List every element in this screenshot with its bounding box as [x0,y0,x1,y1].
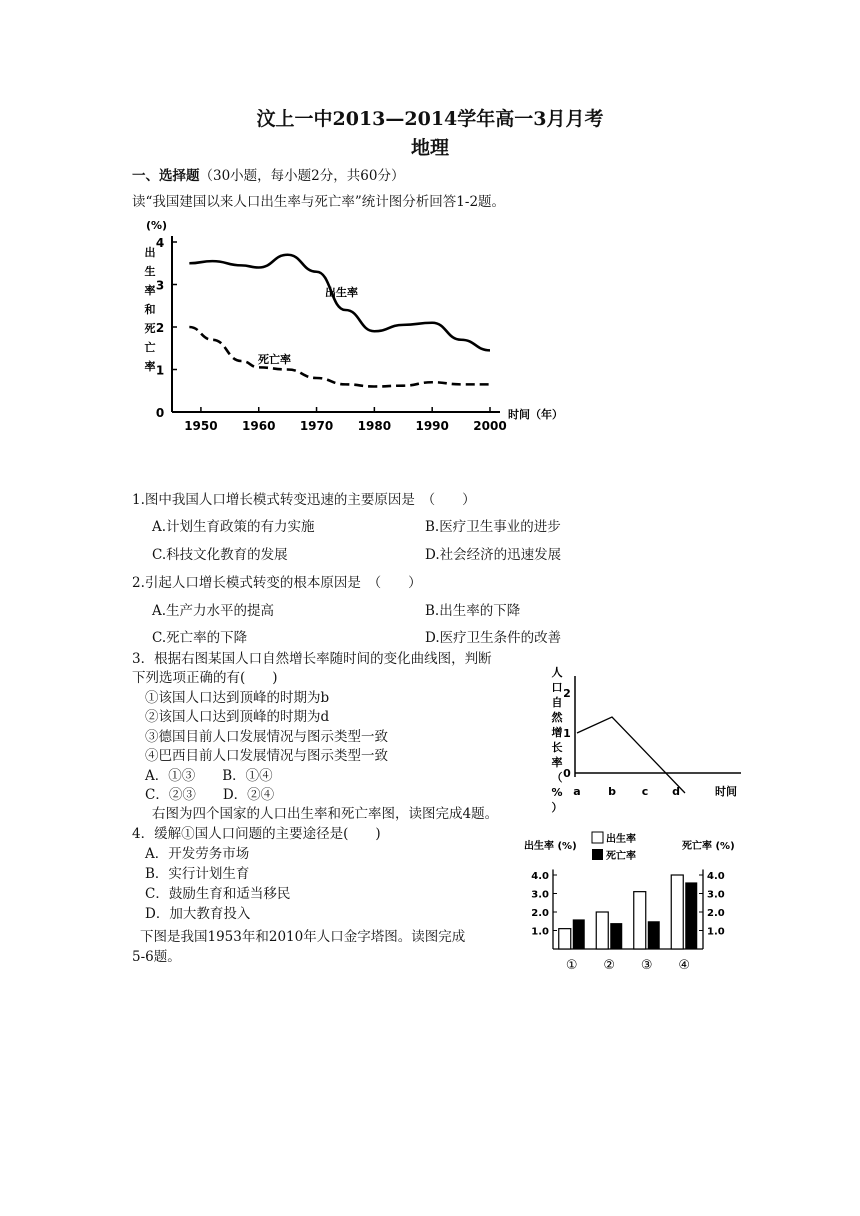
intro-5b: 5-6题。 [132,949,181,965]
q3-option-3: ③德国目前人口发展情况与图示类型一致 [145,729,388,745]
chart3-right-tick-label: 2.0 [707,908,725,919]
legend-death-swatch [592,849,603,860]
death-rate-line [189,327,490,387]
q2-option-c: C.死亡率的下降 [152,630,248,646]
chart2-x-tick-label: b [608,785,616,798]
chart3-left-tick-label: 2.0 [531,908,549,919]
chart1-x-label: 时间（年） [508,408,563,421]
q2-option-a: A.生产力水平的提高 [152,603,275,619]
chart2-y-tick-label: 2 [563,687,571,700]
chart2-x-label: 时间 [715,785,737,798]
chart3-left-tick-label: 3.0 [531,889,549,901]
q4-stem: 4．缓解①国人口问题的主要途径是( ) [132,826,381,842]
chart1-x-tick-label: 1970 [299,419,334,433]
chart2-y-label-char: 自 [551,696,563,709]
chart2-y-label-char: % [551,786,563,799]
q3-choices-ab: A．①③ B．①④ [145,768,273,784]
chart1-x-tick-label: 1990 [415,419,449,433]
q3-choices-cd: C．②③ D．②④ [145,787,275,803]
chart3-right-tick-label: 4.0 [707,871,725,882]
q3-stem-2: 下列选项正确的有( ) [132,670,278,686]
death-rate-bar [610,923,622,949]
growth-rate-line [577,717,685,793]
chart1-y-label-char: 率 [144,360,156,373]
intro-1: 读“我国建国以来人口出生率与死亡率”统计图分析回答1-2题。 [132,194,506,210]
chart3-bars [559,875,698,949]
chart2-y-label-char: 增 [551,726,563,739]
intro-5a: 下图是我国1953年和2010年人口金字塔图。读图完成 [140,929,466,945]
death-rate-bar [648,921,660,949]
chart1-y-label-char: 和 [144,303,156,316]
chart2-y-label-char: 长 [551,741,563,754]
chart2-axes [575,676,741,777]
q2-stem: 2.引起人口增长模式转变的根本原因是 （ ） [132,575,422,591]
birth-death-bar-chart [518,825,748,975]
chart2-y-label-char: 人 [551,666,563,679]
chart2-ticks [563,687,680,798]
q3-option-2: ②该国人口达到顶峰的时期为d [145,709,330,725]
chart1-y-label-char: 亡 [144,341,156,354]
chart3-category-label: ② [603,958,616,973]
q1-option-a: A.计划生育政策的有力实施 [152,519,315,535]
chart1-ticks [156,236,507,433]
legend-birth-label: 出生率 [606,834,636,845]
death-rate-bar [685,882,697,949]
chart2-y-label [551,666,563,814]
chart1-x-tick-label: 2000 [473,419,507,433]
birth-death-rate-chart [130,212,563,437]
chart1-y-label-char: 生 [144,265,156,278]
intro-4: 右图为四个国家的人口出生率和死亡率图，读图完成4题。 [152,806,499,822]
chart1-unit: (%) [146,219,168,232]
birth-rate-bar [634,892,646,949]
chart1-y-label-char: 出 [144,246,156,259]
q2-option-b: B.出生率的下降 [425,603,521,619]
chart3-category-label: ① [565,958,578,973]
chart2-x-tick-label: a [573,785,581,798]
chart1-y-tick-label: 0 [155,406,165,420]
chart2-y-label-char: 口 [551,681,563,694]
q2-option-d: D.医疗卫生条件的改善 [425,630,562,646]
chart3-left-tick-label: 4.0 [531,871,549,882]
chart1-x-tick-label: 1980 [357,419,392,433]
chart3-right-label: 死亡率 (%) [682,841,735,852]
chart1-series [189,255,490,387]
q3-option-4: ④巴西目前人口发展情况与图示类型一致 [145,748,388,764]
chart1-y-tick-label: 2 [155,321,165,335]
chart3-right-tick-label: 3.0 [707,889,725,901]
section-note: （30小题，每小题2分，共60分） [199,168,405,184]
chart1-birth-label: 出生率 [325,286,358,299]
q4-option-c: C．鼓励生育和适当移民 [145,886,291,902]
legend-birth-swatch [592,832,603,843]
birth-rate-bar [559,929,571,949]
q3-stem-1: 3．根据右图某国人口自然增长率随时间的变化曲线图，判断 [132,651,492,667]
q3-option-1: ①该国人口达到顶峰的时期为b [145,690,330,706]
chart3-left-label: 出生率 (%) [524,841,577,852]
chart3-category-label: ④ [678,958,691,973]
growth-rate-chart [535,658,745,814]
q1-stem: 1.图中我国人口增长模式转变迅速的主要原因是 （ ） [132,492,476,508]
chart2-x-tick-label: c [641,785,649,798]
chart1-y-tick-label: 3 [155,278,165,293]
chart3-left-tick-label: 1.0 [531,926,549,938]
section-header [132,164,404,184]
birth-rate-bar [596,912,608,949]
q4-option-d: D．加大教育投入 [145,906,251,922]
subject-title: 地理 [410,137,449,159]
chart1-y-label-char: 死 [144,322,156,335]
q1-option-d: D.社会经济的迅速发展 [425,547,562,563]
chart1-y-label-char: 率 [144,284,156,297]
birth-rate-bar [671,875,683,949]
chart2-y-tick-label: 1 [563,727,571,740]
legend-death-label: 死亡率 [606,851,636,862]
chart2-x-tick-label: d [672,785,680,798]
death-rate-bar [573,919,585,949]
chart1-x-tick-label: 1960 [242,419,276,433]
q4-option-a: A．开发劳务市场 [145,846,250,862]
chart2-series [577,717,685,793]
chart1-y-tick-label: 1 [155,363,165,378]
chart2-y-label-char: 然 [551,711,563,724]
chart2-y-label-char: 率 [551,756,563,769]
chart2-y-label-char: （ [551,771,563,784]
chart1-death-label: 死亡率 [258,353,291,366]
chart1-y-label [145,245,156,373]
q1-option-c: C.科技文化教育的发展 [152,547,288,563]
chart1-y-tick-label: 4 [155,236,165,250]
section-heading: 一、选择题 [132,168,200,184]
exam-title: 汶上一中2013—2014学年高一3月月考 [256,108,604,130]
q1-option-b: B.医疗卫生事业的进步 [425,519,561,535]
q4-option-b: B．实行计划生育 [145,866,250,882]
birth-rate-line [189,255,490,351]
chart2-y-tick-label: 0 [563,767,571,780]
chart3-right-tick-label: 1.0 [707,926,725,938]
chart2-y-label-char: ） [551,801,563,814]
chart3-category-label: ③ [640,958,653,973]
chart1-x-tick-label: 1950 [184,419,218,433]
